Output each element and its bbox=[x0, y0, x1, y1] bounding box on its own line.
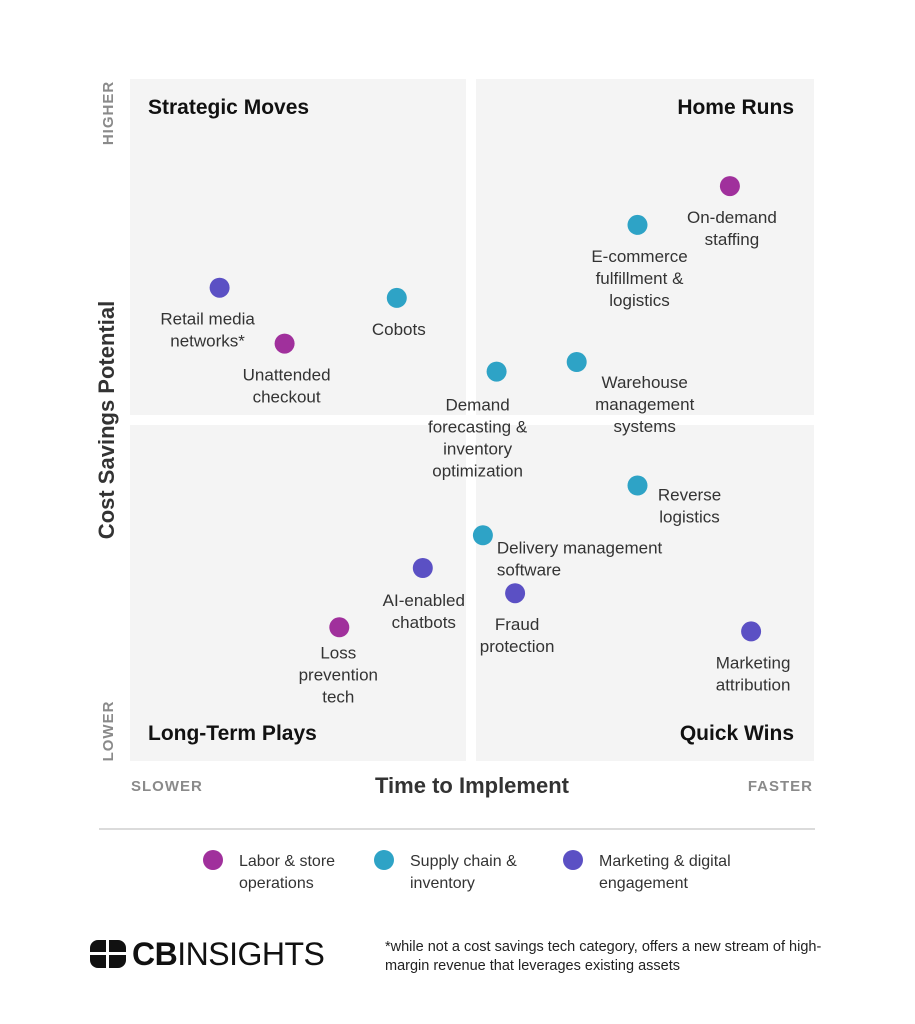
data-point-label: logistics bbox=[659, 507, 720, 527]
data-point-label: tech bbox=[322, 687, 355, 707]
data-point-label: Loss bbox=[320, 643, 357, 663]
legend-marker bbox=[374, 850, 394, 870]
quadrant-label-top-left: Strategic Moves bbox=[148, 96, 310, 119]
brand-light: INSIGHTS bbox=[177, 936, 325, 972]
quadrant-bg-top-left bbox=[130, 79, 466, 415]
quadrant-label-top-right: Home Runs bbox=[677, 96, 794, 119]
legend-label: engagement bbox=[599, 875, 688, 892]
data-point-label: networks* bbox=[170, 331, 245, 351]
cb-insights-logo-mark bbox=[90, 940, 126, 968]
legend-marker bbox=[203, 850, 223, 870]
data-point-label: staffing bbox=[704, 230, 760, 250]
data-point bbox=[473, 525, 493, 545]
cb-insights-logo bbox=[90, 938, 324, 970]
footnote: *while not a cost savings tech category, offers a new stream of high-margin revenue that leverages existing assets bbox=[385, 939, 822, 974]
data-point bbox=[720, 176, 740, 196]
data-point bbox=[387, 288, 407, 308]
data-point-label: On-demand bbox=[687, 208, 777, 228]
data-point-label: Cobots bbox=[371, 319, 426, 339]
data-point-label: Marketing bbox=[715, 653, 791, 673]
legend-label: operations bbox=[239, 875, 314, 892]
y-axis-low-label: LOWER bbox=[100, 700, 117, 762]
x-axis-slower-label: SLOWER bbox=[131, 778, 203, 795]
legend-label: Marketing & digital bbox=[599, 853, 731, 870]
data-point bbox=[210, 278, 230, 298]
data-point-label: software bbox=[496, 560, 562, 580]
data-point bbox=[505, 583, 525, 603]
data-point bbox=[329, 617, 349, 637]
data-point bbox=[741, 621, 761, 641]
data-point bbox=[487, 362, 507, 382]
data-point-label: Warehouse bbox=[601, 373, 688, 392]
legend-label: Labor & store bbox=[239, 853, 336, 870]
data-point-label: logistics bbox=[609, 290, 670, 310]
data-point-label: inventory bbox=[443, 439, 513, 459]
data-point-label: optimization bbox=[432, 461, 523, 481]
data-point-label: checkout bbox=[252, 387, 321, 407]
quadrant-label-bottom-right: Quick Wins bbox=[679, 722, 794, 745]
y-axis-high-label: HIGHER bbox=[100, 80, 117, 146]
quadrant-bg-bottom-right bbox=[476, 425, 814, 761]
legend-label: Supply chain & bbox=[410, 853, 517, 870]
legend-label: inventory bbox=[410, 875, 475, 892]
data-point-label: Fraud bbox=[494, 615, 540, 635]
data-point-label: prevention bbox=[298, 665, 378, 685]
y-axis-title: Cost Savings Potential bbox=[94, 300, 119, 540]
cb-insights-wordmark bbox=[132, 938, 324, 970]
data-point-label: fulfillment & bbox=[595, 268, 684, 288]
data-point-label: management bbox=[595, 395, 695, 414]
brand-bold: CB bbox=[132, 936, 178, 972]
data-point-label: Delivery management bbox=[496, 538, 663, 558]
data-point-label: Retail media bbox=[160, 309, 255, 329]
legend-marker bbox=[563, 850, 583, 870]
data-point-label: E-commerce bbox=[591, 246, 688, 266]
data-point-label: attribution bbox=[715, 675, 791, 695]
x-axis-title: Time to Implement bbox=[375, 773, 569, 798]
data-point-label: AI-enabled bbox=[382, 591, 465, 610]
data-point bbox=[628, 215, 648, 235]
legend bbox=[203, 850, 731, 892]
data-point-label: forecasting & bbox=[427, 417, 528, 437]
data-point bbox=[567, 352, 587, 372]
data-point bbox=[275, 334, 295, 354]
data-point bbox=[628, 476, 648, 496]
data-point-label: Unattended bbox=[242, 365, 331, 385]
data-point bbox=[413, 558, 433, 578]
data-point-label: systems bbox=[613, 417, 676, 436]
data-point-label: Reverse bbox=[657, 485, 722, 505]
data-point-label: protection bbox=[479, 637, 555, 657]
quadrant-label-bottom-left: Long-Term Plays bbox=[148, 722, 317, 745]
data-point-label: chatbots bbox=[391, 613, 456, 632]
x-axis-faster-label: FASTER bbox=[747, 778, 813, 795]
data-point-label: Demand bbox=[445, 395, 510, 415]
